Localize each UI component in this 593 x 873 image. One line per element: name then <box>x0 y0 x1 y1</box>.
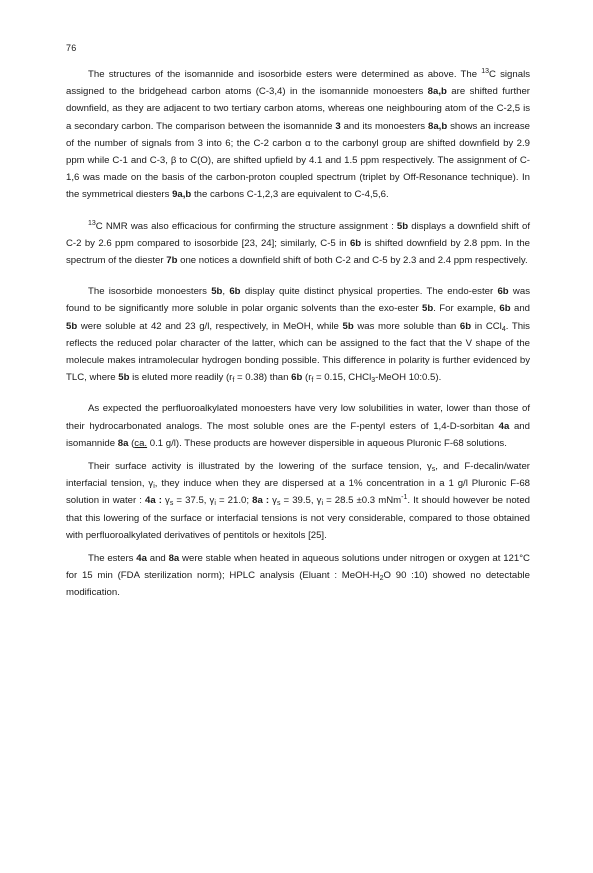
text-run: s <box>169 500 174 508</box>
text-run: 3 <box>371 377 376 385</box>
text-run: 5b <box>211 286 223 298</box>
text-run: 6b <box>229 286 241 298</box>
text-run: display quite distinct physical properties. The endo-ester <box>240 286 498 298</box>
body-text <box>66 66 530 602</box>
text-run: s <box>276 500 281 508</box>
text-run: 5b <box>396 220 409 232</box>
text-run: 5b <box>118 372 130 384</box>
text-run: -1 <box>401 494 408 502</box>
text-run: The isosorbide monoesters <box>88 286 212 298</box>
paragraph-physical-properties <box>66 283 530 386</box>
text-run: 8a <box>117 437 129 449</box>
text-run: 2 <box>379 575 384 583</box>
text-run: is eluted more readily (r <box>129 372 233 384</box>
text-run: 7b <box>166 255 178 267</box>
text-run: 4a <box>498 420 510 432</box>
paragraph-nmr-isomannide <box>66 66 530 204</box>
text-run: s <box>431 466 436 474</box>
text-run: 6b <box>497 286 509 298</box>
text-run: was more soluble than <box>353 320 460 332</box>
text-run: As expected the perfluoroalkylated monoesters have very low solubilities in water, lower than those of their hydrocarbonated analogs. The most soluble ones are the F-pentyl esters of 1,4-D-sorbitan <box>66 403 530 432</box>
text-run: ( <box>128 437 135 449</box>
text-run: 8a,b <box>427 86 447 98</box>
text-run: C NMR was also efficacious for confirming the structure assignment : <box>95 220 397 232</box>
text-run: in CCl <box>471 320 502 332</box>
text-run: 4a <box>136 553 147 565</box>
text-run: 0.1 g/l). These products are however dispersible in aqueous Pluronic F-68 solutions. <box>147 437 507 449</box>
text-run: = 37.5, γ <box>173 495 215 507</box>
text-run: . For example, <box>433 303 500 315</box>
text-run: the carbons C-1,2,3 are equivalent to C-4,5,6. <box>191 189 389 201</box>
text-run: f <box>311 377 314 385</box>
text-run: 5b <box>66 320 78 332</box>
text-run: and <box>146 553 169 565</box>
text-run: 4a : <box>145 495 162 507</box>
text-run: i <box>153 483 155 491</box>
text-run: 13 <box>481 68 490 75</box>
text-run: 5b <box>422 303 434 315</box>
paragraph-nmr-isosorbide <box>66 218 530 270</box>
text-run: The structures of the isomannide and isosorbide esters were determined as above. The <box>88 69 482 80</box>
text-run: f <box>232 377 235 385</box>
text-run: 6b <box>349 237 362 249</box>
text-run: 13 <box>88 219 96 227</box>
text-run: one notices a downfield shift of both C-2 and C-5 by 2.3 and 2.4 ppm respectively. <box>177 255 528 267</box>
text-run: = 21.0; <box>215 495 253 507</box>
paragraph-surface-activity <box>66 458 530 544</box>
text-run: = 39.5, γ <box>280 495 322 507</box>
text-run: -MeOH 10:0.5). <box>375 372 442 384</box>
text-run: and <box>510 303 530 315</box>
text-run: are shifted further downfield, as they are adjacent to two tertiary carbon atoms, whereas one neighbouring atom of the C-2,5 is a secondary carbon. The comparison between the isomannide <box>66 86 530 132</box>
paragraph-solubility <box>66 400 530 452</box>
text-run: 4 <box>501 325 506 333</box>
paragraph-stability <box>66 550 530 602</box>
text-run: is shifted downfield by 2.8 ppm. In the spectrum of the diester <box>66 237 531 267</box>
text-run: = 28.5 ±0.3 mNm <box>323 495 402 507</box>
text-run: 6b <box>459 320 472 332</box>
text-run: The esters <box>88 553 137 565</box>
text-run: i <box>321 500 324 508</box>
text-run: Their surface activity is illustrated by the lowering of the surface tension, γ <box>88 461 432 473</box>
text-run: was found to be significantly more soluble in polar organic solvents than the exo-ester <box>66 286 530 315</box>
text-run: 6b <box>291 372 303 384</box>
text-run: . This reflects the reduced polar character of the latter, which can be assigned to the fact that the V shape of the molecule makes intramolecular hydrogen bonding possible. This difference in polarity is further evidenced by TLC, where <box>66 320 530 384</box>
text-run: displays a downfield shift of C-2 by 2.6 ppm compared to isosorbide [23, 24]; similarly, C-5 in <box>66 220 530 249</box>
text-run: O 90 :10) showed no detectable modification. <box>66 570 530 599</box>
text-run: and its monoesters <box>340 120 428 132</box>
text-run: shows an increase of the number of signals from 3 into 6; the C-2 carbon α to the carbonyl group are shifted downfield by 2.9 ppm while C-1 and C-3, β to C(O), are shifted upfield by 4.1 and 1.5 ppm respectively. The assignment of C-1,6 was made on the basis of the carbon-proton coupled spectrum (triplet by Off-Resonance technique). In the symmetrical diesters <box>66 120 531 201</box>
text-run: 9a,b <box>172 189 192 201</box>
text-run: and isomannide <box>66 420 530 449</box>
text-run: 3 <box>335 120 341 132</box>
text-run: ca. <box>134 437 148 449</box>
text-run: 6b <box>499 303 511 315</box>
text-run: 8a <box>168 553 180 565</box>
text-run: 8a,b <box>428 120 448 132</box>
text-run: = 0.15, CHCl <box>313 372 372 384</box>
text-run: i <box>214 500 216 508</box>
text-run: , and F-decalin/water interfacial tension, γ <box>66 461 530 490</box>
text-run: = 0.38) than <box>234 372 292 384</box>
text-run: were soluble at 42 and 23 g/l, respectively, in MeOH, while <box>77 320 343 332</box>
text-run: 5b <box>342 320 354 332</box>
text-run: γ <box>269 495 277 507</box>
text-run: (r <box>302 372 312 384</box>
text-run: 8a : <box>252 495 270 507</box>
text-run: were stable when heated in aqueous solutions under nitrogen or oxygen at 121°C for 15 min (FDA sterilization norm); HPLC analysis (Eluant : MeOH-H <box>66 553 530 582</box>
text-run: , <box>222 286 230 298</box>
page-number: 76 <box>66 43 77 53</box>
text-run: C signals assigned to the bridgehead carbon atoms (C-3,4) in the isomannide monoesters <box>66 69 530 98</box>
text-run: . It should however be noted that this lowering of the surface or interfacial tensions is not very considerable, compared to those obtained with perfluoroalkylated derivatives of pentitols or hexitols [25]. <box>66 495 531 541</box>
text-run: γ <box>161 495 170 507</box>
text-run: , they induce when they are dispersed at a 1% concentration in a 1 g/l Pluronic F-68 solution in water : <box>66 478 530 507</box>
